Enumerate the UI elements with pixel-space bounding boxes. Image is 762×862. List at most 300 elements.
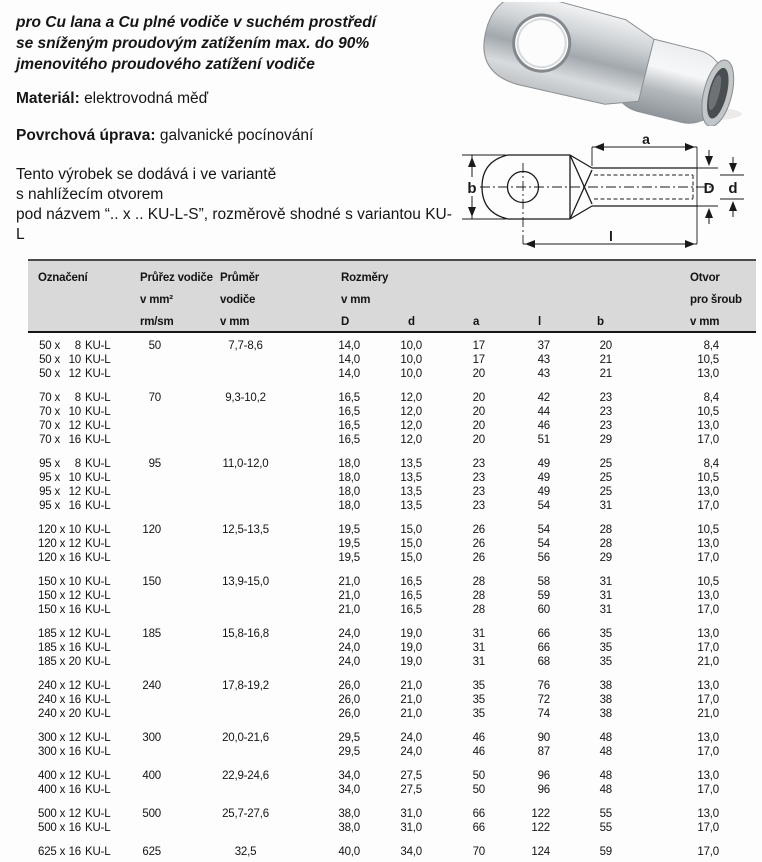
dim-D-cell: 34,0 xyxy=(338,770,360,782)
dim-D-cell: 38,0 xyxy=(338,822,360,834)
hole-cell: 13,0 xyxy=(697,732,719,744)
dim-l-cell: 54 xyxy=(537,524,550,536)
dim-d-cell: 21,0 xyxy=(400,694,422,706)
cross-section-cell: 400 xyxy=(142,770,161,782)
dim-D-cell: 19,5 xyxy=(338,552,360,564)
diameter-cell: 13,9-15,0 xyxy=(222,576,269,588)
designation-cell: 185 x 12 KU-L xyxy=(38,628,111,640)
dim-a-cell: 23 xyxy=(472,486,485,498)
diameter-cell xyxy=(161,693,330,707)
dim-b-cell: 31 xyxy=(599,500,612,512)
cross-section-cell xyxy=(128,499,161,513)
dim-l-cell: 122 xyxy=(531,822,550,834)
dim-d-cell: 10,0 xyxy=(400,340,422,352)
dim-l-cell: 68 xyxy=(537,656,550,668)
table-row xyxy=(28,731,756,745)
dim-D-cell: 24,0 xyxy=(338,628,360,640)
hole-cell: 17,0 xyxy=(697,746,719,758)
dim-b-cell: 59 xyxy=(599,846,612,858)
dim-d-cell: 19,0 xyxy=(400,656,422,668)
diameter-cell: 20,0-21,6 xyxy=(222,732,269,744)
designation-cell: 95 x 16 KU-L xyxy=(39,500,111,512)
cross-section-cell: 240 xyxy=(142,680,161,692)
intro-line: pro Cu lana a Cu plné vodiče v suchém prostředí xyxy=(16,14,377,31)
table-row xyxy=(28,769,756,783)
hole-cell: 13,0 xyxy=(697,368,719,380)
dim-b-cell: 48 xyxy=(599,770,612,782)
dim-D-cell: 26,0 xyxy=(338,694,360,706)
table-row xyxy=(28,391,756,405)
dim-l-cell: 58 xyxy=(537,576,550,588)
designation-cell: 95 x 10 KU-L xyxy=(39,472,111,484)
cross-section-cell xyxy=(128,485,161,499)
hole-cell: 10,5 xyxy=(697,576,719,588)
cross-section-cell: 500 xyxy=(142,808,161,820)
cross-section-cell xyxy=(128,655,161,669)
cross-section-cell xyxy=(128,783,161,797)
dim-d-cell: 13,5 xyxy=(400,458,422,470)
dim-D-cell: 18,0 xyxy=(338,486,360,498)
dim-a-cell: 17 xyxy=(472,354,485,366)
dim-l-cell: 54 xyxy=(537,538,550,550)
dim-D-cell: 18,0 xyxy=(338,500,360,512)
dim-D-cell: 21,0 xyxy=(338,590,360,602)
dim-a-cell: 23 xyxy=(472,500,485,512)
dim-l-cell: 49 xyxy=(537,472,550,484)
dim-a-cell: 35 xyxy=(472,694,485,706)
dim-d-cell: 21,0 xyxy=(400,680,422,692)
cross-section-cell: 150 xyxy=(142,576,161,588)
cross-section-cell xyxy=(128,433,161,447)
table-row xyxy=(28,679,756,693)
dim-a-cell: 26 xyxy=(472,552,485,564)
hole-cell: 17,0 xyxy=(697,846,719,858)
diameter-cell xyxy=(161,707,330,721)
hole-cell: 13,0 xyxy=(697,628,719,640)
diameter-cell xyxy=(161,405,330,419)
dim-l-cell: 60 xyxy=(537,604,550,616)
table-row xyxy=(28,707,756,721)
dim-d-cell: 34,0 xyxy=(400,846,422,858)
dim-a-cell: 35 xyxy=(472,680,485,692)
diameter-cell xyxy=(161,641,330,655)
diameter-cell: 17,8-19,2 xyxy=(222,680,269,692)
cross-section-cell xyxy=(128,603,161,617)
table-row xyxy=(28,551,756,565)
dim-b-cell: 55 xyxy=(599,808,612,820)
hole-cell: 13,0 xyxy=(697,538,719,550)
diameter-cell: 22,9-24,6 xyxy=(222,770,269,782)
dim-b-cell: 38 xyxy=(599,680,612,692)
designation-cell: 70 x 10 KU-L xyxy=(39,406,111,418)
dim-a-cell: 31 xyxy=(472,642,485,654)
dim-b-cell: 31 xyxy=(599,604,612,616)
designation-cell: 150 x 10 KU-L xyxy=(38,576,111,588)
diameter-cell xyxy=(161,783,330,797)
dim-D-cell: 14,0 xyxy=(338,340,360,352)
dim-b-cell: 48 xyxy=(599,732,612,744)
hole-cell: 17,0 xyxy=(697,694,719,706)
table-row xyxy=(28,845,756,859)
dim-a-cell: 26 xyxy=(472,538,485,550)
dim-d-cell: 16,5 xyxy=(400,590,422,602)
table-row xyxy=(28,627,756,641)
cross-section-cell xyxy=(128,693,161,707)
hole-cell: 13,0 xyxy=(697,420,719,432)
designation-cell: 50 x 12 KU-L xyxy=(39,368,111,380)
diameter-cell xyxy=(161,499,330,513)
surface-label: Povrchová úprava: xyxy=(16,127,156,144)
hole-cell: 13,0 xyxy=(697,808,719,820)
hole-cell: 17,0 xyxy=(697,500,719,512)
table-row xyxy=(28,367,756,381)
cross-section-cell xyxy=(128,353,161,367)
diameter-cell: 12,5-13,5 xyxy=(222,524,269,536)
dim-D-cell: 26,0 xyxy=(338,680,360,692)
dim-a-cell: 23 xyxy=(472,458,485,470)
dim-D-cell: 16,5 xyxy=(338,434,360,446)
hole-cell: 17,0 xyxy=(697,552,719,564)
designation-cell: 150 x 16 KU-L xyxy=(38,604,111,616)
header-dim-a: a xyxy=(473,316,480,328)
table-header xyxy=(28,259,756,333)
dim-d-cell: 10,0 xyxy=(400,368,422,380)
table-row xyxy=(28,485,756,499)
hole-cell: 17,0 xyxy=(697,604,719,616)
designation-cell: 500 x 16 KU-L xyxy=(38,822,111,834)
dim-a-cell: 31 xyxy=(472,628,485,640)
designation-cell: 300 x 16 KU-L xyxy=(38,746,111,758)
dim-l-cell: 43 xyxy=(537,354,550,366)
dim-d-cell: 15,0 xyxy=(400,524,422,536)
dim-D-cell: 19,5 xyxy=(338,538,360,550)
hole-cell: 21,0 xyxy=(697,708,719,720)
cross-section-cell xyxy=(128,641,161,655)
header-diameter: Průměr vodiče v mm xyxy=(220,272,260,328)
dim-a-cell: 20 xyxy=(472,434,485,446)
table-row xyxy=(28,575,756,589)
dim-l-cell: 72 xyxy=(537,694,550,706)
designation-cell: 95 x 12 KU-L xyxy=(39,486,111,498)
diameter-cell xyxy=(161,745,330,759)
hole-cell: 17,0 xyxy=(697,822,719,834)
dim-d-cell: 15,0 xyxy=(400,538,422,550)
header-hole: Otvor pro šroub v mm xyxy=(690,272,742,328)
table-row xyxy=(28,433,756,447)
diameter-cell: 11,0-12,0 xyxy=(222,458,269,470)
hole-cell: 10,5 xyxy=(697,406,719,418)
diameter-cell: 7,7-8,6 xyxy=(228,340,263,352)
product-photo xyxy=(465,2,762,126)
dim-l-cell: 54 xyxy=(537,500,550,512)
designation-cell: 95 x 8 KU-L xyxy=(39,458,111,470)
cross-section-cell: 50 xyxy=(148,340,161,352)
dim-l-cell: 49 xyxy=(537,458,550,470)
hole-cell: 13,0 xyxy=(697,770,719,782)
designation-cell: 70 x 12 KU-L xyxy=(39,420,111,432)
hole-cell: 13,0 xyxy=(697,680,719,692)
dim-d-cell: 19,0 xyxy=(400,642,422,654)
dim-label-d: d xyxy=(728,180,738,197)
designation-cell: 50 x 8 KU-L xyxy=(39,340,111,352)
material-label: Materiál: xyxy=(16,90,80,107)
dim-d-cell: 10,0 xyxy=(400,354,422,366)
dim-b-cell: 48 xyxy=(599,746,612,758)
header-dim-l: l xyxy=(538,316,541,328)
cross-section-cell xyxy=(128,367,161,381)
dim-D-cell: 21,0 xyxy=(338,576,360,588)
cross-section-cell xyxy=(128,745,161,759)
dim-a-cell: 70 xyxy=(472,846,485,858)
hole-cell: 13,0 xyxy=(697,486,719,498)
dim-l-cell: 96 xyxy=(537,770,550,782)
diameter-cell xyxy=(161,821,330,835)
material-line xyxy=(16,90,208,108)
designation-cell: 240 x 16 KU-L xyxy=(38,694,111,706)
dim-b-cell: 29 xyxy=(599,434,612,446)
hole-cell: 17,0 xyxy=(697,784,719,796)
dimension-drawing xyxy=(450,134,762,260)
table-row xyxy=(28,641,756,655)
intro-paragraph xyxy=(16,12,446,75)
designation-cell: 625 x 16 KU-L xyxy=(38,846,111,858)
dim-a-cell: 28 xyxy=(472,576,485,588)
dim-d-cell: 31,0 xyxy=(400,822,422,834)
dim-a-cell: 28 xyxy=(472,590,485,602)
intro-line: jmenovitého proudového zatížení vodiče xyxy=(16,56,315,73)
dim-d-cell: 24,0 xyxy=(400,746,422,758)
hole-cell: 10,5 xyxy=(697,354,719,366)
dim-l-cell: 42 xyxy=(537,392,550,404)
dim-b-cell: 35 xyxy=(599,642,612,654)
diameter-cell xyxy=(161,419,330,433)
dim-D-cell: 18,0 xyxy=(338,458,360,470)
table-row xyxy=(28,603,756,617)
cross-section-cell: 625 xyxy=(142,846,161,858)
cross-section-cell xyxy=(128,537,161,551)
dim-b-cell: 48 xyxy=(599,784,612,796)
dim-label-D: D xyxy=(703,180,715,197)
cross-section-cell xyxy=(128,471,161,485)
designation-cell: 400 x 16 KU-L xyxy=(38,784,111,796)
table-row xyxy=(28,589,756,603)
material-value: elektrovodná měď xyxy=(84,90,209,107)
cable-lug xyxy=(475,2,743,126)
dim-b-cell: 28 xyxy=(599,524,612,536)
dim-b-cell: 29 xyxy=(599,552,612,564)
dim-D-cell: 34,0 xyxy=(338,784,360,796)
cross-section-cell xyxy=(128,551,161,565)
hole-cell: 8,4 xyxy=(703,340,719,352)
dim-l-cell: 96 xyxy=(537,784,550,796)
table-row xyxy=(28,807,756,821)
variant-line: Tento výrobek se dodává i ve variantě xyxy=(16,166,277,183)
designation-cell: 70 x 8 KU-L xyxy=(39,392,111,404)
table-row xyxy=(28,419,756,433)
dim-l-cell: 44 xyxy=(537,406,550,418)
dim-l-cell: 74 xyxy=(537,708,550,720)
dim-l-cell: 56 xyxy=(537,552,550,564)
cross-section-cell: 70 xyxy=(148,392,161,404)
diameter-cell: 15,8-16,8 xyxy=(222,628,269,640)
dim-d-cell: 16,5 xyxy=(400,604,422,616)
dim-d-cell: 12,0 xyxy=(400,392,422,404)
dim-l-cell: 66 xyxy=(537,628,550,640)
designation-cell: 400 x 12 KU-L xyxy=(38,770,111,782)
dim-b-cell: 23 xyxy=(599,392,612,404)
table-row xyxy=(28,745,756,759)
header-designation: Označení xyxy=(38,272,88,284)
dim-l-cell: 76 xyxy=(537,680,550,692)
dim-D-cell: 26,0 xyxy=(338,708,360,720)
cross-section-cell: 95 xyxy=(148,458,161,470)
dim-a-cell: 28 xyxy=(472,604,485,616)
diameter-cell xyxy=(161,589,330,603)
hole-cell: 8,4 xyxy=(703,458,719,470)
diameter-cell: 9,3-10,2 xyxy=(225,392,266,404)
header-dim-b: b xyxy=(597,316,604,328)
dim-D-cell: 16,5 xyxy=(338,392,360,404)
dim-b-cell: 55 xyxy=(599,822,612,834)
table-row xyxy=(28,655,756,669)
dim-D-cell: 24,0 xyxy=(338,642,360,654)
dim-l-cell: 37 xyxy=(537,340,550,352)
designation-cell: 150 x 12 KU-L xyxy=(38,590,111,602)
diameter-cell xyxy=(161,367,330,381)
dim-d-cell: 12,0 xyxy=(400,420,422,432)
dim-a-cell: 20 xyxy=(472,406,485,418)
dim-b-cell: 38 xyxy=(599,694,612,706)
table-row xyxy=(28,471,756,485)
dim-l-cell: 49 xyxy=(537,486,550,498)
designation-cell: 50 x 10 KU-L xyxy=(39,354,111,366)
cross-section-cell xyxy=(128,589,161,603)
dim-D-cell: 14,0 xyxy=(338,368,360,380)
diameter-cell xyxy=(161,655,330,669)
table-row xyxy=(28,693,756,707)
designation-cell: 500 x 12 KU-L xyxy=(38,808,111,820)
dim-b-cell: 23 xyxy=(599,420,612,432)
diameter-cell: 32,5 xyxy=(234,846,257,858)
variant-line: s nahlížecím otvorem xyxy=(16,186,164,203)
dim-b-cell: 31 xyxy=(599,590,612,602)
dim-d-cell: 21,0 xyxy=(400,708,422,720)
dim-b-cell: 25 xyxy=(599,472,612,484)
hole-cell: 17,0 xyxy=(697,642,719,654)
variant-paragraph xyxy=(16,165,456,245)
dim-a-cell: 50 xyxy=(472,784,485,796)
hole-cell: 8,4 xyxy=(703,392,719,404)
dim-b-cell: 21 xyxy=(599,354,612,366)
table-row xyxy=(28,457,756,471)
designation-cell: 120 x 10 KU-L xyxy=(38,524,111,536)
dim-d-cell: 19,0 xyxy=(400,628,422,640)
cross-section-cell xyxy=(128,707,161,721)
dim-D-cell: 40,0 xyxy=(338,846,360,858)
dim-b-cell: 28 xyxy=(599,538,612,550)
dim-d-cell: 24,0 xyxy=(400,732,422,744)
dim-l-cell: 122 xyxy=(531,808,550,820)
table-row xyxy=(28,783,756,797)
cross-section-cell xyxy=(128,405,161,419)
hole-cell: 21,0 xyxy=(697,656,719,668)
dim-a-cell: 46 xyxy=(472,732,485,744)
designation-cell: 120 x 12 KU-L xyxy=(38,538,111,550)
designation-cell: 185 x 16 KU-L xyxy=(38,642,111,654)
diameter-cell xyxy=(161,603,330,617)
dim-d-cell: 13,5 xyxy=(400,500,422,512)
dim-d-cell: 12,0 xyxy=(400,406,422,418)
dim-a-cell: 23 xyxy=(472,472,485,484)
dim-label-l: l xyxy=(609,228,613,244)
dim-label-b: b xyxy=(467,180,477,197)
dim-D-cell: 21,0 xyxy=(338,604,360,616)
dim-a-cell: 50 xyxy=(472,770,485,782)
dim-a-cell: 31 xyxy=(472,656,485,668)
dim-a-cell: 20 xyxy=(472,368,485,380)
cross-section-cell xyxy=(128,419,161,433)
variant-line: pod názvem “.. x .. KU-L-S”, rozměrově shodné s variantou KU-L xyxy=(16,206,452,243)
dim-l-cell: 51 xyxy=(537,434,550,446)
dim-b-cell: 25 xyxy=(599,486,612,498)
dim-D-cell: 16,5 xyxy=(338,420,360,432)
diameter-cell xyxy=(161,551,330,565)
dim-l-cell: 90 xyxy=(537,732,550,744)
cross-section-cell xyxy=(128,821,161,835)
dim-b-cell: 35 xyxy=(599,656,612,668)
diameter-cell xyxy=(161,537,330,551)
hole-cell: 13,0 xyxy=(697,590,719,602)
dim-l-cell: 46 xyxy=(537,420,550,432)
dim-l-cell: 66 xyxy=(537,642,550,654)
dim-D-cell: 14,0 xyxy=(338,354,360,366)
dim-l-cell: 43 xyxy=(537,368,550,380)
dim-D-cell: 24,0 xyxy=(338,656,360,668)
dim-D-cell: 18,0 xyxy=(338,472,360,484)
cross-section-cell: 300 xyxy=(142,732,161,744)
dim-l-cell: 59 xyxy=(537,590,550,602)
designation-cell: 240 x 20 KU-L xyxy=(38,708,111,720)
cross-section-cell: 185 xyxy=(142,628,161,640)
surface-line xyxy=(16,127,313,145)
diameter-cell xyxy=(161,471,330,485)
dim-D-cell: 29,5 xyxy=(338,746,360,758)
dim-l-cell: 87 xyxy=(537,746,550,758)
diameter-cell xyxy=(161,433,330,447)
designation-cell: 240 x 12 KU-L xyxy=(38,680,111,692)
dim-label-a: a xyxy=(642,134,650,147)
hole-cell: 10,5 xyxy=(697,472,719,484)
dim-b-cell: 20 xyxy=(599,340,612,352)
hole-cell: 17,0 xyxy=(697,434,719,446)
designation-cell: 70 x 16 KU-L xyxy=(39,434,111,446)
dim-d-cell: 12,0 xyxy=(400,434,422,446)
surface-value: galvanické pocínování xyxy=(159,127,314,144)
dim-D-cell: 29,5 xyxy=(338,732,360,744)
dim-a-cell: 20 xyxy=(472,392,485,404)
header-cross-section: Průřez vodiče v mm² rm/sm xyxy=(140,272,213,328)
dim-d-cell: 13,5 xyxy=(400,486,422,498)
diameter-cell: 25,7-27,6 xyxy=(222,808,269,820)
intro-line: se sníženým proudovým zatížením max. do 90% xyxy=(16,35,370,52)
dim-d-cell: 15,0 xyxy=(400,552,422,564)
table-row xyxy=(28,499,756,513)
table-row xyxy=(28,821,756,835)
dim-b-cell: 35 xyxy=(599,628,612,640)
header-dim-d: d xyxy=(408,316,415,328)
table-row xyxy=(28,537,756,551)
dim-a-cell: 66 xyxy=(472,808,485,820)
